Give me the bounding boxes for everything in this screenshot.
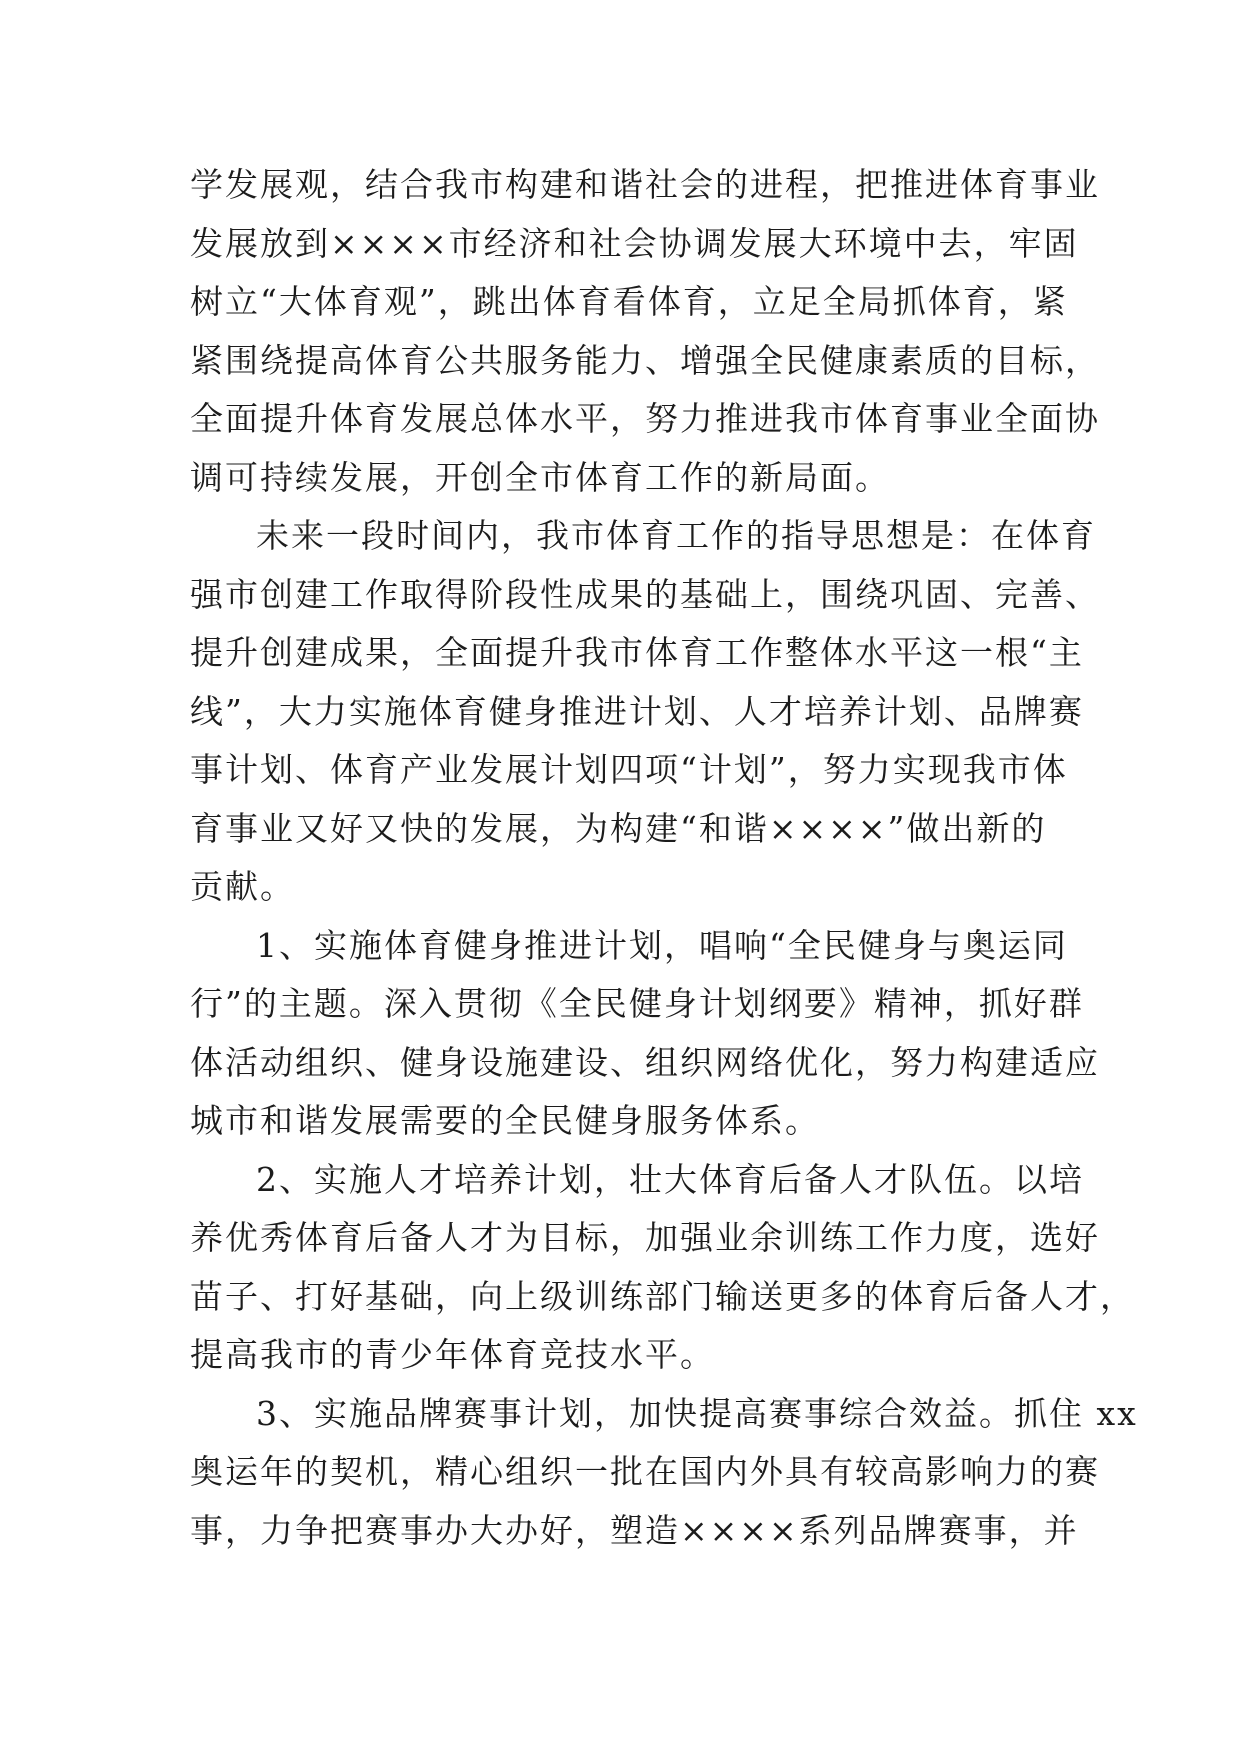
paragraph-item-2 <box>190 1151 1135 1385</box>
text-line: 城市和谐发展需要的全民健身服务体系。 <box>190 1101 820 1140</box>
text-line: 树立“大体育观”，跳出体育看体育，立足全局抓体育，紧 <box>190 282 1068 321</box>
paragraph-1 <box>190 156 1100 507</box>
document-body <box>190 156 1138 1560</box>
text-line: 1、实施体育健身推进计划，唱响“全民健身与奥运同 <box>256 925 1068 965</box>
paragraph-item-1 <box>190 917 1100 1151</box>
text-line: 强市创建工作取得阶段性成果的基础上，围绕巩固、完善、 <box>190 574 1100 614</box>
text-line: 奥运年的契机，精心组织一批在国内外具有较高影响力的赛 <box>190 1452 1100 1491</box>
text-line: 行”的主题。深入贯彻《全民健身计划纲要》精神，抓好群 <box>190 984 1084 1023</box>
text-line: 体活动组织、健身设施建设、组织网络优化，努力构建适应 <box>190 1042 1100 1082</box>
text-line: 苗子、打好基础，向上级训练部门输送更多的体育后备人才， <box>190 1276 1135 1316</box>
text-line: 事，力争把赛事办大办好，塑造××××系列品牌赛事，并 <box>190 1510 1079 1550</box>
text-line: 调可持续发展，开创全市体育工作的新局面。 <box>190 457 890 497</box>
text-line: 发展放到××××市经济和社会协调发展大环境中去，牢固 <box>190 223 1079 263</box>
text-line: 养优秀体育后备人才为目标，加强业余训练工作力度，选好 <box>190 1218 1100 1257</box>
text-line: 贡献。 <box>190 867 295 906</box>
paragraph-item-3 <box>190 1385 1138 1561</box>
text-line: 育事业又好又快的发展，为构建“和谐××××”做出新的 <box>190 808 1047 848</box>
text-line: 紧围绕提高体育公共服务能力、增强全民健康素质的目标， <box>190 340 1100 380</box>
paragraph-guiding-ideology <box>190 507 1100 917</box>
text-line: 线”，大力实施体育健身推进计划、人才培养计划、品牌赛 <box>190 691 1084 731</box>
text-line: 2、实施人才培养计划，壮大体育后备人才队伍。以培 <box>256 1159 1084 1199</box>
text-line: 3、实施品牌赛事计划，加快提高赛事综合效益。抓住 xx <box>256 1393 1138 1433</box>
text-line: 提升创建成果，全面提升我市体育工作整体水平这一根“主 <box>190 633 1084 672</box>
text-line: 事计划、体育产业发展计划四项“计划”，努力实现我市体 <box>190 750 1068 789</box>
text-line: 提高我市的青少年体育竞技水平。 <box>190 1335 715 1374</box>
text-line: 全面提升体育发展总体水平，努力推进我市体育事业全面协 <box>190 399 1100 438</box>
text-line: 未来一段时间内，我市体育工作的指导思想是：在体育 <box>256 516 1096 555</box>
text-line: 学发展观，结合我市构建和谐社会的进程，把推进体育事业 <box>190 165 1100 204</box>
